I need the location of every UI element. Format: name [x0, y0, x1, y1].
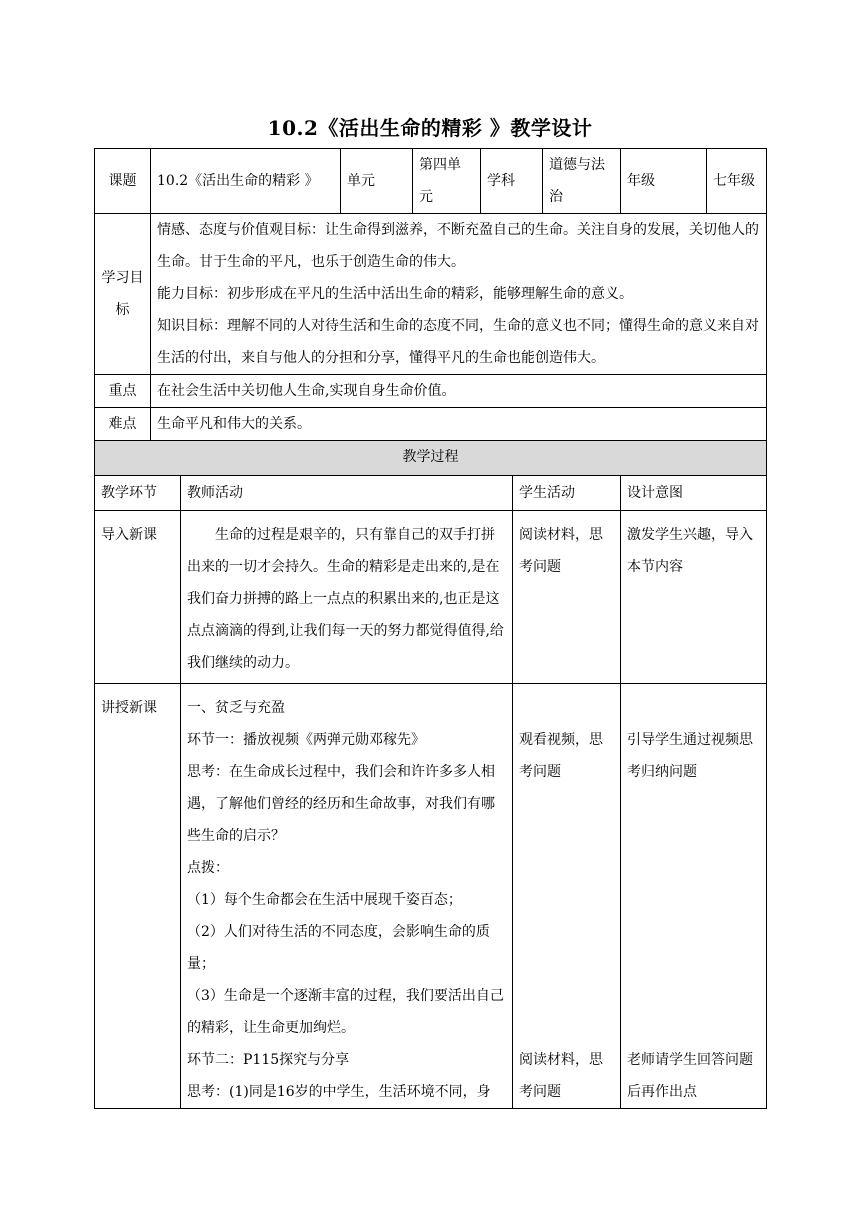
col-stage: 教学环节 [95, 476, 181, 511]
lecture-think-1: 思考：在生命成长过程中，我们会和许许多多人相遇，了解他们曾经的经历和生命故事，对我们有哪些生命的启示？ [187, 764, 495, 844]
lecture-intent-2: 老师请学生回答问题后再作出点 [627, 1052, 753, 1100]
lecture-student-2: 阅读材料，思考问题 [519, 1052, 603, 1100]
objective-ability: 能力目标：初步形成在平凡的生活中活出生命的精彩，能够理解生命的意义。 [157, 286, 633, 302]
objectives-label: 学习目标 [95, 214, 151, 375]
intro-stage: 导入新课 [95, 511, 181, 684]
topic-value: 10.2《活出生命的精彩 》 [151, 149, 341, 214]
objectives-content [151, 214, 767, 375]
lecture-student-1: 观看视频，思考问题 [519, 732, 603, 780]
lecture-student [513, 684, 621, 1109]
process-header: 教学过程 [95, 441, 767, 476]
difficulty-row [95, 408, 767, 441]
intro-teacher: 生命的过程是艰辛的，只有靠自己的双手打拼出来的一切才会持久。生命的精彩是走出来的,是在我们奋力拼搏的路上一点点的积累出来的,也正是这点点滴滴的得到,让我们每一天的努力都觉得值得,给我们继续的动力。 [181, 511, 513, 684]
intro-student: 阅读材料，思考问题 [513, 511, 621, 684]
objective-emotion: 情感、态度与价值观目标：让生命得到滋养，不断充盈自己的生命。关注自身的发展，关切他人的生命。甘于生命的平凡，也乐于创造生命的伟大。 [157, 222, 759, 270]
page-title: 10.2《活出生命的精彩 》教学设计 [267, 116, 593, 140]
lecture-hint-1: （1）每个生命都会在生活中展现千姿百态； [187, 892, 462, 908]
lecture-step-2: 环节二：P115探究与分享 [187, 1052, 350, 1068]
process-header-row [95, 441, 767, 476]
subject-value: 道德与法治 [543, 149, 621, 214]
intro-intent: 激发学生兴趣，导入本节内容 [621, 511, 767, 684]
lecture-hint-2: （2）人们对待生活的不同态度，会影响生命的质量； [187, 924, 490, 972]
difficulty-label: 难点 [95, 408, 151, 441]
intro-row [95, 511, 767, 684]
objective-knowledge: 知识目标：理解不同的人对待生活和生命的态度不同，生命的意义也不同；懂得生命的意义来自对生活的付出，来自与他人的分担和分享，懂得平凡的生命也能创造伟大。 [157, 318, 759, 366]
key-point-label: 重点 [95, 375, 151, 408]
column-header-row [95, 476, 767, 511]
unit-label: 单元 [341, 149, 413, 214]
lecture-teacher [181, 684, 513, 1109]
objectives-row [95, 214, 767, 375]
lecture-intent [621, 684, 767, 1109]
info-row [95, 149, 767, 214]
lecture-step-1: 环节一：播放视频《两弹元勋邓稼先》 [187, 732, 425, 748]
lecture-heading: 一、贫乏与充盈 [187, 700, 285, 716]
lecture-intent-1: 引导学生通过视频思考归纳问题 [627, 732, 753, 780]
grade-value: 七年级 [707, 149, 767, 214]
lecture-hint-3: （3）生命是一个逐渐丰富的过程，我们要活出自己的精彩，让生命更加绚烂。 [187, 988, 504, 1036]
col-student: 学生活动 [513, 476, 621, 511]
lecture-row [95, 684, 767, 1109]
topic-label: 课题 [95, 149, 151, 214]
lecture-think-2: 思考：(1)同是16岁的中学生，生活环境不同，身 [187, 1084, 491, 1100]
subject-label: 学科 [481, 149, 543, 214]
lesson-plan-table [94, 148, 767, 1109]
lecture-hint-label: 点拨： [187, 860, 229, 876]
col-intent: 设计意图 [621, 476, 767, 511]
difficulty-value: 生命平凡和伟大的关系。 [151, 408, 767, 441]
key-point-value: 在社会生活中关切他人生命,实现自身生命价值。 [151, 375, 767, 408]
lecture-stage: 讲授新课 [95, 684, 181, 1109]
unit-value: 第四单元 [413, 149, 481, 214]
key-point-row [95, 375, 767, 408]
grade-label: 年级 [621, 149, 707, 214]
col-teacher: 教师活动 [181, 476, 513, 511]
